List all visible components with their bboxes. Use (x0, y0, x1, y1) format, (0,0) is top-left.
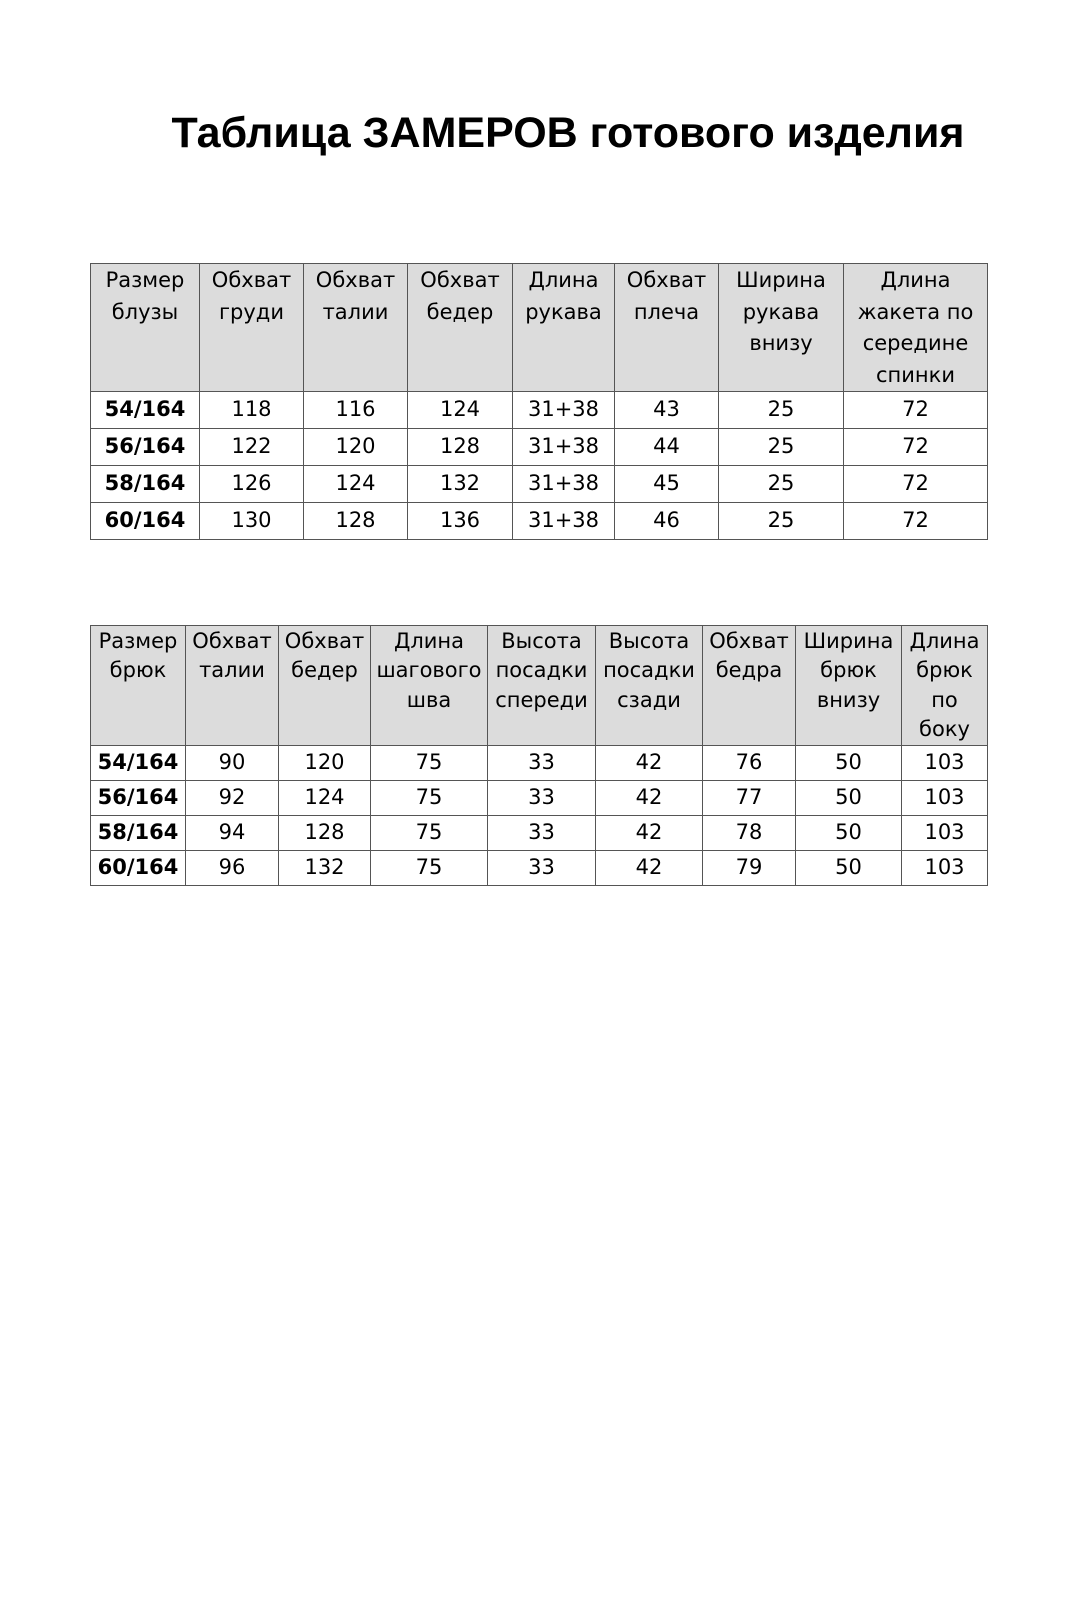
value-cell: 25 (719, 503, 844, 540)
value-cell: 33 (488, 745, 596, 780)
table-row (91, 466, 988, 503)
value-cell: 75 (371, 780, 488, 815)
column-header-text: Размер (105, 268, 185, 292)
column-header-text: шагового (376, 658, 482, 683)
column-header-text: бедер (291, 658, 358, 683)
column-header (596, 626, 703, 746)
column-header (91, 626, 186, 746)
value-cell: 50 (796, 815, 902, 850)
value-cell: 79 (703, 850, 796, 885)
column-header-text: по (931, 687, 958, 712)
column-header (902, 626, 988, 746)
value-cell: 44 (615, 429, 719, 466)
value-cell: 42 (596, 745, 703, 780)
page-title: Таблица ЗАМЕРОВ готового изделия (171, 109, 965, 157)
column-header (488, 626, 596, 746)
value-cell: 77 (703, 780, 796, 815)
value-cell: 124 (408, 392, 513, 429)
column-header-text: Длина (393, 629, 465, 653)
column-header-text: плеча (633, 299, 700, 324)
column-header-text: внизу (816, 687, 881, 712)
column-header (371, 626, 488, 746)
size-cell: 56/164 (91, 429, 200, 466)
value-cell: 120 (279, 745, 371, 780)
value-cell: 25 (719, 429, 844, 466)
value-cell: 31+38 (513, 429, 615, 466)
table-row (91, 780, 988, 815)
column-header-text: Обхват (211, 268, 292, 292)
value-cell: 118 (200, 392, 304, 429)
column-header-text: бедра (715, 658, 783, 683)
column-header (186, 626, 279, 746)
value-cell: 33 (488, 815, 596, 850)
value-cell: 136 (408, 503, 513, 540)
pants-measurements-table (90, 625, 988, 886)
table-row (91, 815, 988, 850)
value-cell: 122 (200, 429, 304, 466)
value-cell: 103 (902, 850, 988, 885)
value-cell: 92 (186, 780, 279, 815)
value-cell: 31+38 (513, 503, 615, 540)
value-cell: 42 (596, 780, 703, 815)
value-cell: 50 (796, 850, 902, 885)
column-header-text: Высота (501, 629, 582, 653)
column-header (513, 264, 615, 392)
column-header-text: брюк (916, 658, 973, 683)
value-cell: 75 (371, 815, 488, 850)
table-row (91, 392, 988, 429)
value-cell: 75 (371, 745, 488, 780)
table-header-row (91, 626, 988, 746)
value-cell: 46 (615, 503, 719, 540)
value-cell: 132 (408, 466, 513, 503)
value-cell: 42 (596, 850, 703, 885)
blouse-measurements-table (90, 263, 988, 540)
column-header-text: Длина (909, 629, 980, 653)
column-header-text: Ширина (803, 629, 894, 653)
value-cell: 96 (186, 850, 279, 885)
size-cell: 58/164 (91, 466, 200, 503)
size-cell: 54/164 (91, 745, 186, 780)
column-header-text: рукава (742, 299, 820, 324)
value-cell: 50 (796, 745, 902, 780)
table-row (91, 503, 988, 540)
column-header-text: блузы (111, 299, 179, 324)
value-cell: 130 (200, 503, 304, 540)
value-cell: 31+38 (513, 466, 615, 503)
column-header-text: Обхват (420, 268, 500, 292)
value-cell: 25 (719, 392, 844, 429)
value-cell: 126 (200, 466, 304, 503)
column-header-text: жакета по (857, 299, 974, 324)
column-header-text: сзади (617, 687, 681, 712)
column-header-text: Обхват (315, 268, 396, 292)
value-cell: 33 (488, 850, 596, 885)
column-header (200, 264, 304, 392)
column-header-text: середине (862, 331, 969, 355)
value-cell: 43 (615, 392, 719, 429)
table-row (91, 429, 988, 466)
column-header-text: Обхват (709, 629, 789, 653)
value-cell: 94 (186, 815, 279, 850)
value-cell: 90 (186, 745, 279, 780)
column-header-text: талии (322, 299, 389, 324)
value-cell: 72 (844, 503, 988, 540)
column-header (703, 626, 796, 746)
column-header-text: брюк (109, 658, 167, 683)
value-cell: 72 (844, 466, 988, 503)
size-cell: 60/164 (91, 850, 186, 885)
column-header-text: Обхват (192, 629, 272, 653)
column-header-text: брюк (820, 658, 877, 683)
value-cell: 25 (719, 466, 844, 503)
column-header (91, 264, 200, 392)
column-header-text: посадки (603, 658, 695, 683)
column-header-text: рукава (525, 299, 602, 324)
column-header-text: внизу (749, 331, 813, 355)
value-cell: 124 (304, 466, 408, 503)
column-header-text: Длина (528, 268, 599, 292)
column-header-text: боку (919, 717, 970, 742)
value-cell: 128 (304, 503, 408, 540)
value-cell: 103 (902, 780, 988, 815)
value-cell: 50 (796, 780, 902, 815)
column-header (615, 264, 719, 392)
size-cell: 56/164 (91, 780, 186, 815)
column-header (719, 264, 844, 392)
column-header-text: спинки (876, 362, 955, 387)
column-header-text: груди (219, 299, 284, 324)
size-cell: 60/164 (91, 503, 200, 540)
value-cell: 45 (615, 466, 719, 503)
column-header (796, 626, 902, 746)
column-header-text: талии (199, 658, 265, 683)
column-header-text: Длина (880, 268, 951, 292)
column-header-text: Высота (608, 629, 690, 653)
value-cell: 132 (279, 850, 371, 885)
column-header-text: Обхват (284, 629, 365, 653)
value-cell: 76 (703, 745, 796, 780)
column-header (279, 626, 371, 746)
column-header-text: Обхват (626, 268, 707, 292)
value-cell: 33 (488, 780, 596, 815)
value-cell: 103 (902, 815, 988, 850)
column-header (304, 264, 408, 392)
table-row (91, 745, 988, 780)
value-cell: 128 (279, 815, 371, 850)
value-cell: 103 (902, 745, 988, 780)
table-row (91, 850, 988, 885)
value-cell: 72 (844, 429, 988, 466)
value-cell: 42 (596, 815, 703, 850)
size-cell: 58/164 (91, 815, 186, 850)
value-cell: 31+38 (513, 392, 615, 429)
table-header-row (91, 264, 988, 392)
value-cell: 124 (279, 780, 371, 815)
size-cell: 54/164 (91, 392, 200, 429)
column-header (408, 264, 513, 392)
value-cell: 75 (371, 850, 488, 885)
value-cell: 72 (844, 392, 988, 429)
value-cell: 78 (703, 815, 796, 850)
value-cell: 128 (408, 429, 513, 466)
column-header (844, 264, 988, 392)
column-header-text: Ширина (736, 268, 826, 292)
column-header-text: посадки (495, 658, 588, 683)
value-cell: 120 (304, 429, 408, 466)
column-header-text: бедер (426, 299, 494, 324)
column-header-text: Размер (98, 629, 178, 653)
column-header-text: шва (406, 687, 452, 712)
column-header-text: спереди (495, 687, 588, 712)
value-cell: 116 (304, 392, 408, 429)
